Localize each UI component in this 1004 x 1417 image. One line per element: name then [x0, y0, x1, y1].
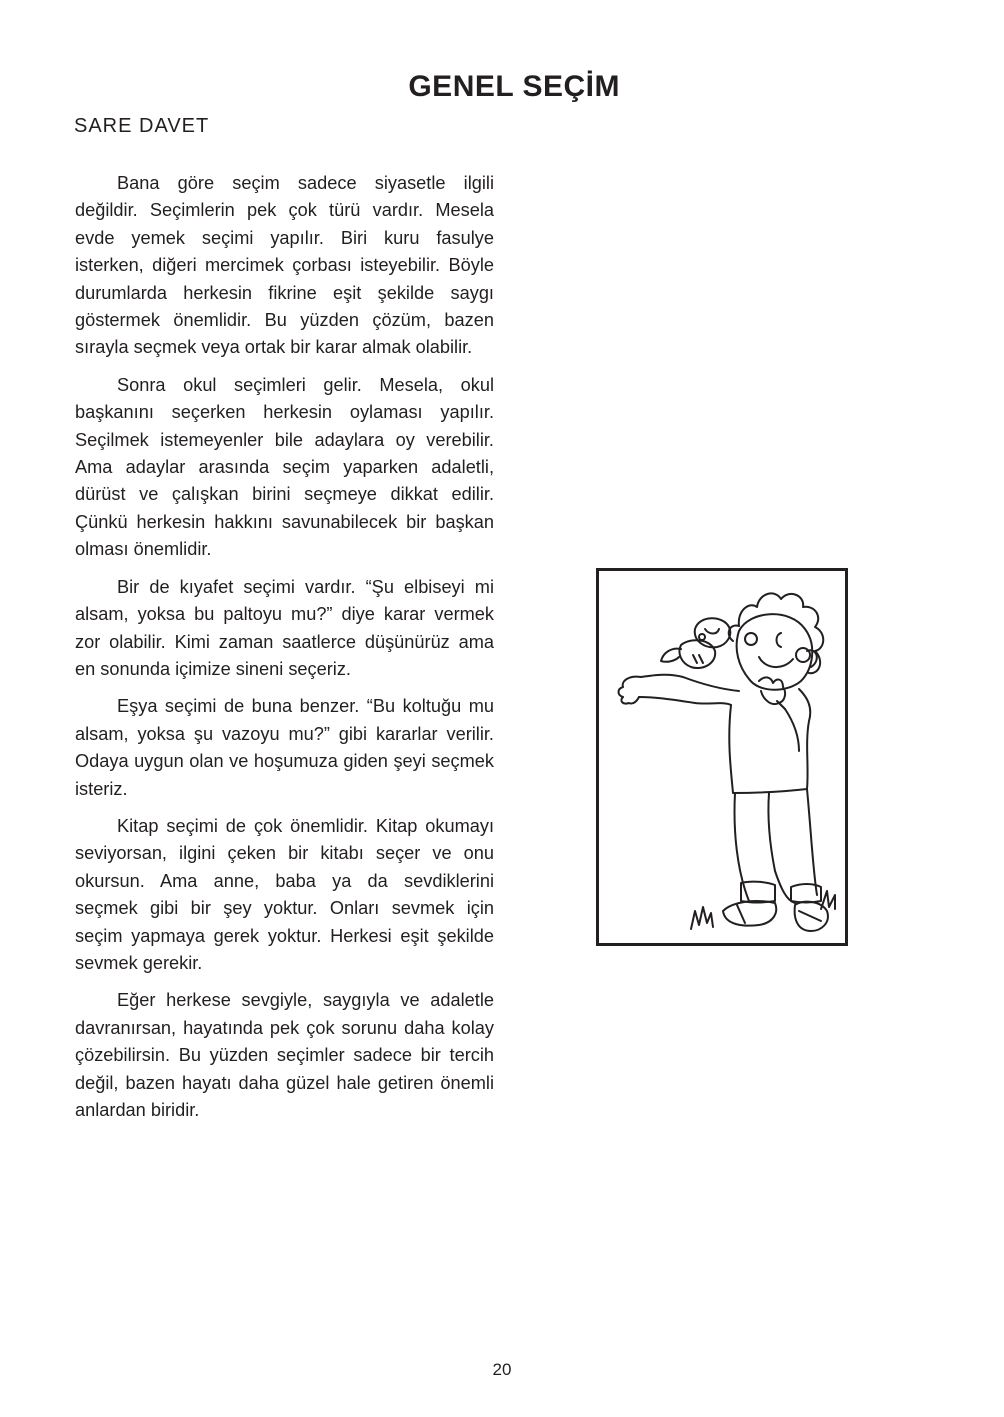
grass: [691, 907, 713, 929]
page-title: GENEL SEÇİM: [408, 70, 620, 103]
smile: [759, 657, 793, 667]
page-number: 20: [492, 1360, 512, 1379]
paragraph: Bana göre seçim sadece siyasetle ilgili değildir. Seçimlerin pek çok türü vardır. Mesela evde yemek seçimi yapılır. Biri kuru fasulye isterken, diğeri mercimek çorbası isteyebilir. Böyle durumlarda herkesin fikrine eşit şekilde saygı göstermek önemlidir. Bu yüzden çözüm, bazen sırayla seçmek veya ortak bir karar almak olabilir.: [75, 173, 494, 358]
face: [737, 614, 813, 690]
boy-with-bird-illustration: [596, 568, 848, 946]
paragraph: Kitap seçimi de çok önemlidir. Kitap okumayı seviyorsan, ilgini çeken bir kitabı seçer ve onu okursun. Ama anne, baba ya da sevdiklerini seçmek gibi bir şey yoktur. Onları sevmek için seçim yapmaya gerek yoktur. Herkesi eşit şekilde sevmek gerekir.: [75, 815, 494, 973]
eye: [745, 633, 757, 645]
paragraph: Eğer herkese sevgiyle, saygıyla ve adaletle davranırsan, hayatında pek çok sorunu daha kolay çözebilirsin. Bu yüzden seçimler sadece bir tercih değil, bazen hayatı daha güzel hale getiren önemli anlardan biridir.: [75, 990, 494, 1120]
article-body: [75, 170, 494, 1134]
paragraph: Bir de kıyafet seçimi vardır. “Şu elbiseyi mi alsam, yoksa bu paltoyu mu?” diye karar vermek zor olabilir. Kimi zaman saatlerce düşünürüz ama en sonunda içimize sineni seçeriz.: [75, 576, 494, 679]
hand: [619, 677, 642, 704]
drawing-svg: [599, 571, 845, 943]
left-shoe: [723, 901, 776, 926]
bird-wing: [661, 649, 681, 662]
paragraph: Eşya seçimi de buna benzer. “Bu koltuğu mu alsam, yoksa şu vazoyu mu?” gibi kararlar verilir. Odaya uygun olan ve hoşumuza giden şeyi seçmek isteriz.: [75, 696, 494, 799]
author-name: SARE DAVET: [74, 115, 210, 137]
closed-eye: [777, 633, 782, 647]
arm: [641, 675, 739, 691]
chin-hand: [759, 677, 785, 704]
paragraph: Sonra okul seçimleri gelir. Mesela, okul başkanını seçerken herkesin oylaması yapılır. Seçilmek istemeyenler bile adaylara oy verebilir. Ama adaylar arasında seçim yaparken adaletli, dürüst ve çalışkan birini seçmeye dikkat edilir. Çünkü herkesin hakkını savunabilecek bir başkan olması önemlidir.: [75, 374, 494, 560]
